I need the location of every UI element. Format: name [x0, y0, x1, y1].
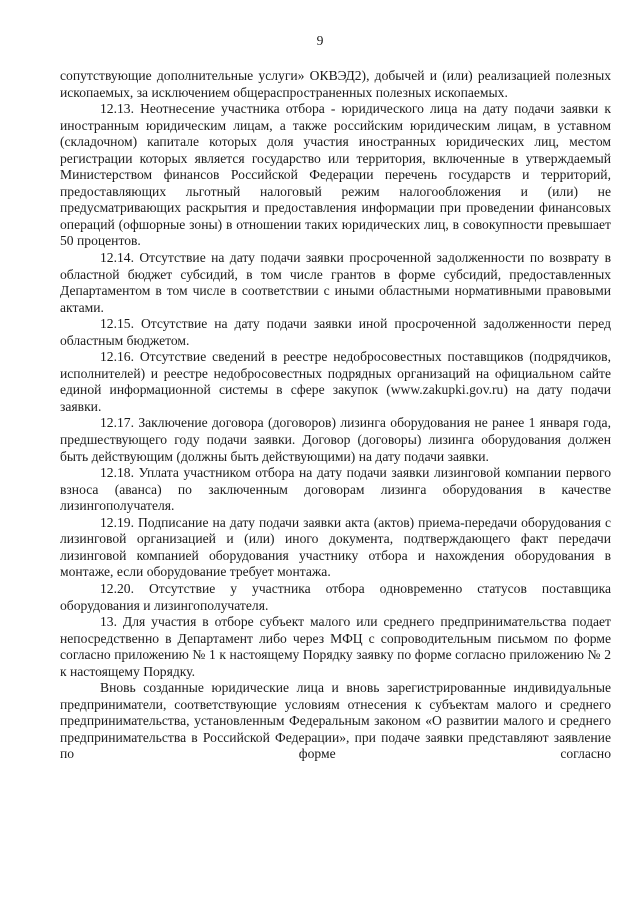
paragraph-12-15: 12.15. Отсутствие на дату подачи заявки иной просроченной задолженности перед областным бюджетом.	[60, 316, 611, 348]
paragraph-12-13: 12.13. Неотнесение участника отбора - юридического лица на дату подачи заявки к иностранным юридическим лицам, а также российским юридическим лицам, в уставном (складочном) капитале которых доля участия иностранных юридических лиц, местом регистрации которых является государство или территория, включенные в утверждаемый Министерством финансов Российской Федерации перечень государств и территорий, предоставляющих льготный налоговый режим налогообложения и (или) не предусматривающих раскрытия и предоставления информации при проведении финансовых операций (офшорные зоны) в отношении таких юридических лиц, в совокупности превышает 50 процентов.	[60, 101, 611, 249]
paragraph-12-20: 12.20. Отсутствие у участника отбора одновременно статусов поставщика оборудования и лизингополучателя.	[60, 580, 611, 613]
document-body	[60, 68, 611, 763]
paragraph-13: 13. Для участия в отборе субъект малого или среднего предпринимательства подает непосредственно в Департамент либо через МФЦ с сопроводительным письмом по форме согласно приложению № 1 к настоящему Порядку заявку по форме согласно приложению № 2 к настоящему Порядку.	[60, 614, 611, 679]
paragraph-okved-continuation: сопутствующие дополнительные услуги» ОКВЭД2), добычей и (или) реализацией полезных ископаемых, за исключением общераспространенных полезных ископаемых.	[60, 68, 611, 100]
paragraph-new-entities: Вновь созданные юридические лица и вновь зарегистрированные индивидуальные предприниматели, соответствующие условиям отнесения к субъектам малого и среднего предпринимательства, установленным Федеральным законом «О развитии малого и среднего предпринимательства в Российской Федерации», при подаче заявки представляют заявление по форме согласно	[60, 680, 611, 762]
paragraph-12-16: 12.16. Отсутствие сведений в реестре недобросовестных поставщиков (подрядчиков, исполнителей) и реестре недобросовестных подрядных организаций на официальном сайте единой информационной системы в сфере закупок (www.zakupki.gov.ru) на дату подачи заявки.	[60, 349, 611, 414]
page-bottom-margin	[0, 869, 640, 905]
page-number: 9	[316, 33, 324, 48]
paragraph-12-18: 12.18. Уплата участником отбора на дату подачи заявки лизинговой компании первого взноса (аванса) по заключенным договорам лизинга оборудования в качестве лизингополучателя.	[60, 465, 611, 514]
paragraph-12-14: 12.14. Отсутствие на дату подачи заявки просроченной задолженности по возврату в областной бюджет субсидий, в том числе грантов в форме субсидий, предоставленных Департаментом в том числе в соответствии с иными областными нормативными правовыми актами.	[60, 250, 611, 315]
paragraph-12-17: 12.17. Заключение договора (договоров) лизинга оборудования не ранее 1 января года, предшествующего году подачи заявки. Договор (договоры) лизинга оборудования должен быть действующим (должны быть действующими) на дату подачи заявки.	[60, 415, 611, 464]
paragraph-12-19: 12.19. Подписание на дату подачи заявки акта (актов) приема-передачи оборудования с лизинговой организацией и (или) иного документа, подтверждающего факт передачи лизинговой компанией оборудования участнику отбора и нахождения оборудования в монтаже, если оборудование требует монтажа.	[60, 514, 611, 580]
